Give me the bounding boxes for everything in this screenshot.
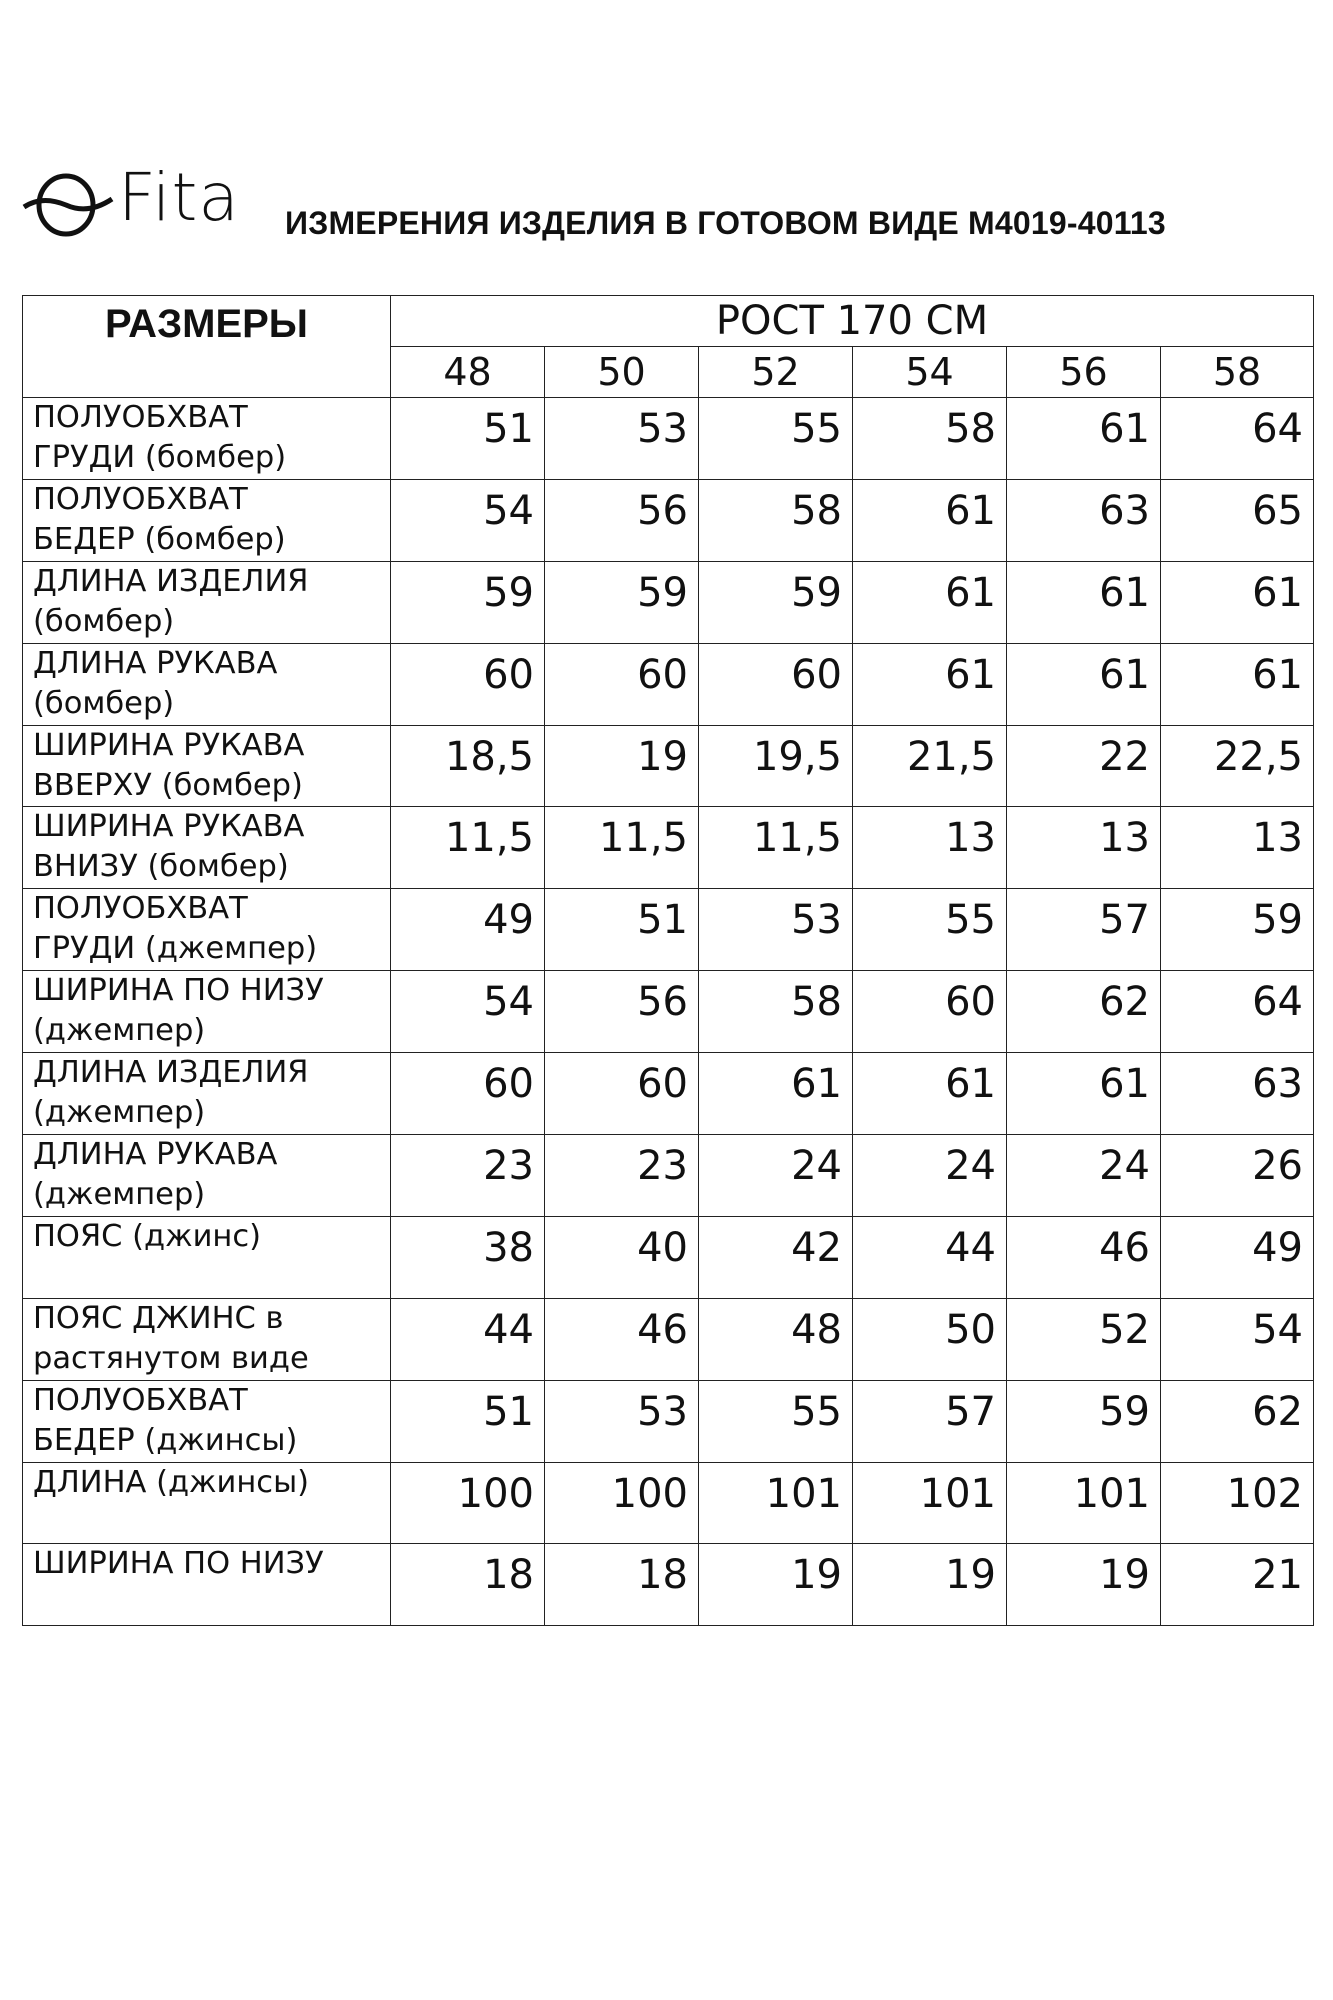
- size-header-cell: 48: [391, 347, 545, 398]
- measurement-value: 62: [1007, 971, 1161, 1053]
- sizes-header: РАЗМЕРЫ: [23, 296, 391, 398]
- measurement-value: 55: [699, 398, 853, 480]
- measurement-value: 61: [699, 1053, 853, 1135]
- measurement-value: 46: [545, 1298, 699, 1380]
- measurement-label: ПОЯС ДЖИНС в растянутом виде: [23, 1298, 391, 1380]
- measurement-value: 58: [699, 479, 853, 561]
- measurement-value: 63: [1161, 1053, 1314, 1135]
- table-body: [23, 398, 1314, 1626]
- table-row: [23, 725, 1314, 807]
- measurement-value: 51: [391, 398, 545, 480]
- measurement-label: ПОЯС (джинс): [23, 1216, 391, 1298]
- measurement-label: ДЛИНА ИЗДЕЛИЯ (джемпер): [23, 1053, 391, 1135]
- measurement-label: ПОЛУОБХВАТ БЕДЕР (бомбер): [23, 479, 391, 561]
- document-header: [22, 159, 1322, 245]
- measurement-value: 61: [1007, 398, 1161, 480]
- table-header-row: [23, 296, 1314, 347]
- table-row: [23, 1135, 1314, 1217]
- measurement-value: 19,5: [699, 725, 853, 807]
- measurement-value: 54: [1161, 1298, 1314, 1380]
- measurement-value: 11,5: [545, 807, 699, 889]
- measurement-value: 55: [853, 889, 1007, 971]
- table-row: [23, 807, 1314, 889]
- measurement-value: 19: [853, 1544, 1007, 1626]
- size-header-cell: 54: [853, 347, 1007, 398]
- size-chart-table: [22, 295, 1314, 1626]
- measurement-value: 61: [1161, 643, 1314, 725]
- measurement-label: ШИРИНА РУКАВА ВВЕРХУ (бомбер): [23, 725, 391, 807]
- measurement-value: 59: [699, 561, 853, 643]
- measurement-value: 57: [853, 1380, 1007, 1462]
- measurement-value: 13: [853, 807, 1007, 889]
- measurement-value: 58: [853, 398, 1007, 480]
- measurement-value: 24: [1007, 1135, 1161, 1217]
- table-row: [23, 1462, 1314, 1544]
- measurement-value: 13: [1007, 807, 1161, 889]
- measurement-value: 61: [853, 561, 1007, 643]
- measurement-value: 65: [1161, 479, 1314, 561]
- table-row: [23, 561, 1314, 643]
- measurement-value: 42: [699, 1216, 853, 1298]
- measurement-value: 53: [545, 1380, 699, 1462]
- measurement-value: 64: [1161, 971, 1314, 1053]
- measurement-value: 18: [545, 1544, 699, 1626]
- measurement-value: 54: [391, 971, 545, 1053]
- measurement-value: 59: [1007, 1380, 1161, 1462]
- measurement-value: 46: [1007, 1216, 1161, 1298]
- measurement-value: 44: [853, 1216, 1007, 1298]
- table-row: [23, 479, 1314, 561]
- table-row: [23, 1053, 1314, 1135]
- measurement-label: ДЛИНА ИЗДЕЛИЯ (бомбер): [23, 561, 391, 643]
- measurement-value: 19: [1007, 1544, 1161, 1626]
- measurement-value: 60: [545, 643, 699, 725]
- measurement-value: 58: [699, 971, 853, 1053]
- table-row: [23, 1544, 1314, 1626]
- measurement-value: 49: [391, 889, 545, 971]
- measurement-value: 51: [391, 1380, 545, 1462]
- measurement-value: 60: [391, 1053, 545, 1135]
- measurement-value: 40: [545, 1216, 699, 1298]
- height-header: РОСТ 170 СМ: [391, 296, 1314, 347]
- fita-logo-icon: [22, 169, 118, 241]
- measurement-value: 21,5: [853, 725, 1007, 807]
- measurement-value: 61: [1007, 1053, 1161, 1135]
- measurement-value: 102: [1161, 1462, 1314, 1544]
- size-header-cell: 56: [1007, 347, 1161, 398]
- table-row: [23, 398, 1314, 480]
- measurement-value: 62: [1161, 1380, 1314, 1462]
- measurement-value: 22: [1007, 725, 1161, 807]
- measurement-value: 61: [853, 1053, 1007, 1135]
- size-header-cell: 58: [1161, 347, 1314, 398]
- measurement-value: 53: [699, 889, 853, 971]
- size-header-cell: 50: [545, 347, 699, 398]
- size-header-cell: 52: [699, 347, 853, 398]
- measurement-value: 48: [699, 1298, 853, 1380]
- measurement-value: 26: [1161, 1135, 1314, 1217]
- measurement-value: 101: [699, 1462, 853, 1544]
- measurement-value: 55: [699, 1380, 853, 1462]
- measurement-value: 61: [853, 479, 1007, 561]
- measurement-value: 23: [391, 1135, 545, 1217]
- measurement-value: 101: [1007, 1462, 1161, 1544]
- measurement-label: ПОЛУОБХВАТ ГРУДИ (бомбер): [23, 398, 391, 480]
- measurement-value: 100: [545, 1462, 699, 1544]
- measurement-value: 19: [545, 725, 699, 807]
- measurement-label: ДЛИНА РУКАВА (бомбер): [23, 643, 391, 725]
- table-row: [23, 1380, 1314, 1462]
- measurement-value: 18,5: [391, 725, 545, 807]
- measurement-value: 61: [1161, 561, 1314, 643]
- measurement-value: 63: [1007, 479, 1161, 561]
- measurement-value: 50: [853, 1298, 1007, 1380]
- measurement-value: 61: [1007, 643, 1161, 725]
- measurement-label: ДЛИНА РУКАВА (джемпер): [23, 1135, 391, 1217]
- measurement-value: 61: [1007, 561, 1161, 643]
- measurement-value: 11,5: [699, 807, 853, 889]
- measurement-value: 51: [545, 889, 699, 971]
- measurement-label: ШИРИНА ПО НИЗУ: [23, 1544, 391, 1626]
- measurement-value: 24: [699, 1135, 853, 1217]
- measurement-value: 19: [699, 1544, 853, 1626]
- measurement-label: ДЛИНА (джинсы): [23, 1462, 391, 1544]
- measurement-value: 44: [391, 1298, 545, 1380]
- measurement-value: 59: [545, 561, 699, 643]
- measurement-value: 60: [391, 643, 545, 725]
- table-row: [23, 971, 1314, 1053]
- table-row: [23, 1216, 1314, 1298]
- measurement-value: 61: [853, 643, 1007, 725]
- table-row: [23, 889, 1314, 971]
- brand-name: Fita: [118, 159, 240, 236]
- measurement-value: 57: [1007, 889, 1161, 971]
- measurement-value: 24: [853, 1135, 1007, 1217]
- measurement-value: 21: [1161, 1544, 1314, 1626]
- measurement-value: 60: [699, 643, 853, 725]
- measurement-label: ПОЛУОБХВАТ ГРУДИ (джемпер): [23, 889, 391, 971]
- measurement-value: 60: [545, 1053, 699, 1135]
- measurement-value: 54: [391, 479, 545, 561]
- table-row: [23, 1298, 1314, 1380]
- measurement-label: ШИРИНА ПО НИЗУ (джемпер): [23, 971, 391, 1053]
- brand-logo: [22, 159, 252, 245]
- measurement-value: 60: [853, 971, 1007, 1053]
- document-title: ИЗМЕРЕНИЯ ИЗДЕЛИЯ В ГОТОВОМ ВИДЕ М4019-40113: [285, 205, 1166, 241]
- measurement-value: 38: [391, 1216, 545, 1298]
- measurement-value: 100: [391, 1462, 545, 1544]
- measurement-label: ПОЛУОБХВАТ БЕДЕР (джинсы): [23, 1380, 391, 1462]
- measurement-value: 59: [391, 561, 545, 643]
- measurement-value: 56: [545, 971, 699, 1053]
- measurement-value: 101: [853, 1462, 1007, 1544]
- measurement-value: 56: [545, 479, 699, 561]
- measurement-value: 13: [1161, 807, 1314, 889]
- measurement-value: 49: [1161, 1216, 1314, 1298]
- measurement-value: 53: [545, 398, 699, 480]
- measurement-value: 64: [1161, 398, 1314, 480]
- measurement-value: 11,5: [391, 807, 545, 889]
- measurement-value: 18: [391, 1544, 545, 1626]
- measurement-value: 22,5: [1161, 725, 1314, 807]
- measurement-value: 52: [1007, 1298, 1161, 1380]
- measurement-value: 59: [1161, 889, 1314, 971]
- measurement-label: ШИРИНА РУКАВА ВНИЗУ (бомбер): [23, 807, 391, 889]
- measurement-value: 23: [545, 1135, 699, 1217]
- table-row: [23, 643, 1314, 725]
